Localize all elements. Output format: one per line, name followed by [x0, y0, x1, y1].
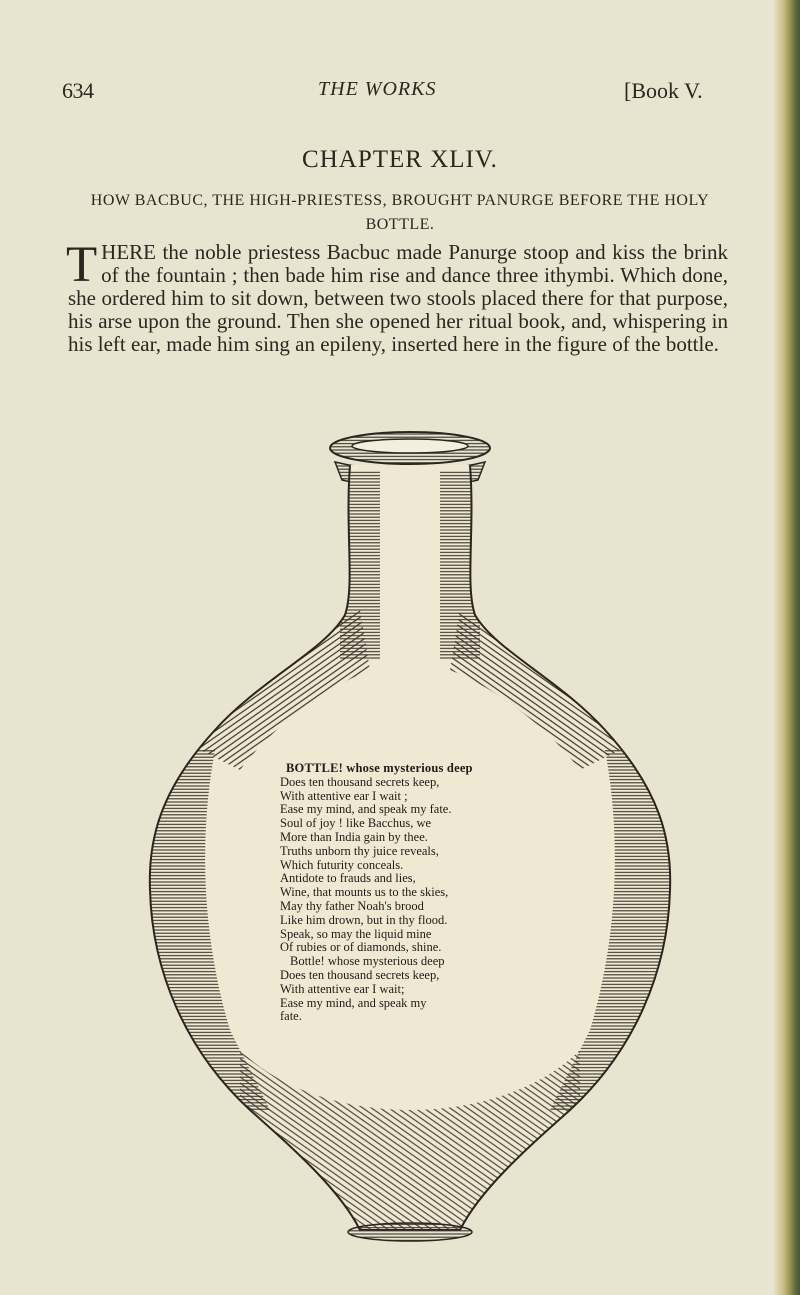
poem-line: Like him drown, but in thy flood. [280, 912, 448, 927]
poem-line: Speak, so may the liquid mine [280, 926, 432, 941]
poem-line: Bottle! whose mysterious deep [290, 954, 445, 969]
chapter-subtitle: HOW BACBUC, THE HIGH-PRIESTESS, BROUGHT PANURGE BEFORE THE HOLY BOTTLE. [90, 192, 710, 233]
poem-line: Wine, that mounts us to the skies, [280, 885, 449, 900]
poem-line: Of rubies or of diamonds, shine. [280, 940, 442, 955]
poem-line: Soul of joy ! like Bacchus, we [280, 816, 432, 831]
running-title: THE WORKS [318, 78, 437, 100]
drop-capital: T [66, 237, 98, 293]
poem-line: Which futurity conceals. [280, 857, 404, 872]
poem-line: Does ten thousand secrets keep, [280, 774, 440, 789]
bottle-mouth [352, 439, 468, 453]
bottle-foot [348, 1223, 472, 1241]
chapter-title: CHAPTER XLIV. [302, 146, 498, 173]
running-header [0, 78, 800, 118]
poem-line: Antidote to frauds and lies, [280, 871, 416, 886]
paragraph-text: HERE the noble priestess Bacbuc made Panurge stoop and kiss the brink of the fountain ; then bade him rise and dance three ithymbi. Which done, she ordered him to sit down, between two stools placed there for that purpose, his arse upon the ground. Then she opened her ritual book, and, whispering in his left ear, made him sing an epileny, inserted here in the figure of the bottle. [68, 240, 728, 356]
poem-line: Does ten thousand secrets keep, [280, 967, 440, 982]
body-paragraph [66, 237, 728, 356]
poem-line: Ease my mind, and speak my [280, 995, 427, 1010]
poem-line: Ease my mind, and speak my fate. [280, 802, 452, 817]
page-number: 634 [62, 78, 94, 103]
book-reference: [Book V. [624, 78, 703, 103]
poem-line: With attentive ear I wait ; [280, 788, 408, 803]
poem-line: May thy father Noah's brood [280, 898, 424, 913]
page-edge-shadow [774, 0, 800, 1295]
bottle-poem [280, 762, 540, 1024]
poem-line: Truths unborn thy juice reveals, [280, 843, 439, 858]
poem-line: With attentive ear I wait; [280, 981, 405, 996]
poem-line: More than India gain by thee. [280, 829, 428, 844]
poem-line: fate. [280, 1009, 302, 1024]
poem-line: BOTTLE! whose mysterious deep [286, 761, 473, 775]
